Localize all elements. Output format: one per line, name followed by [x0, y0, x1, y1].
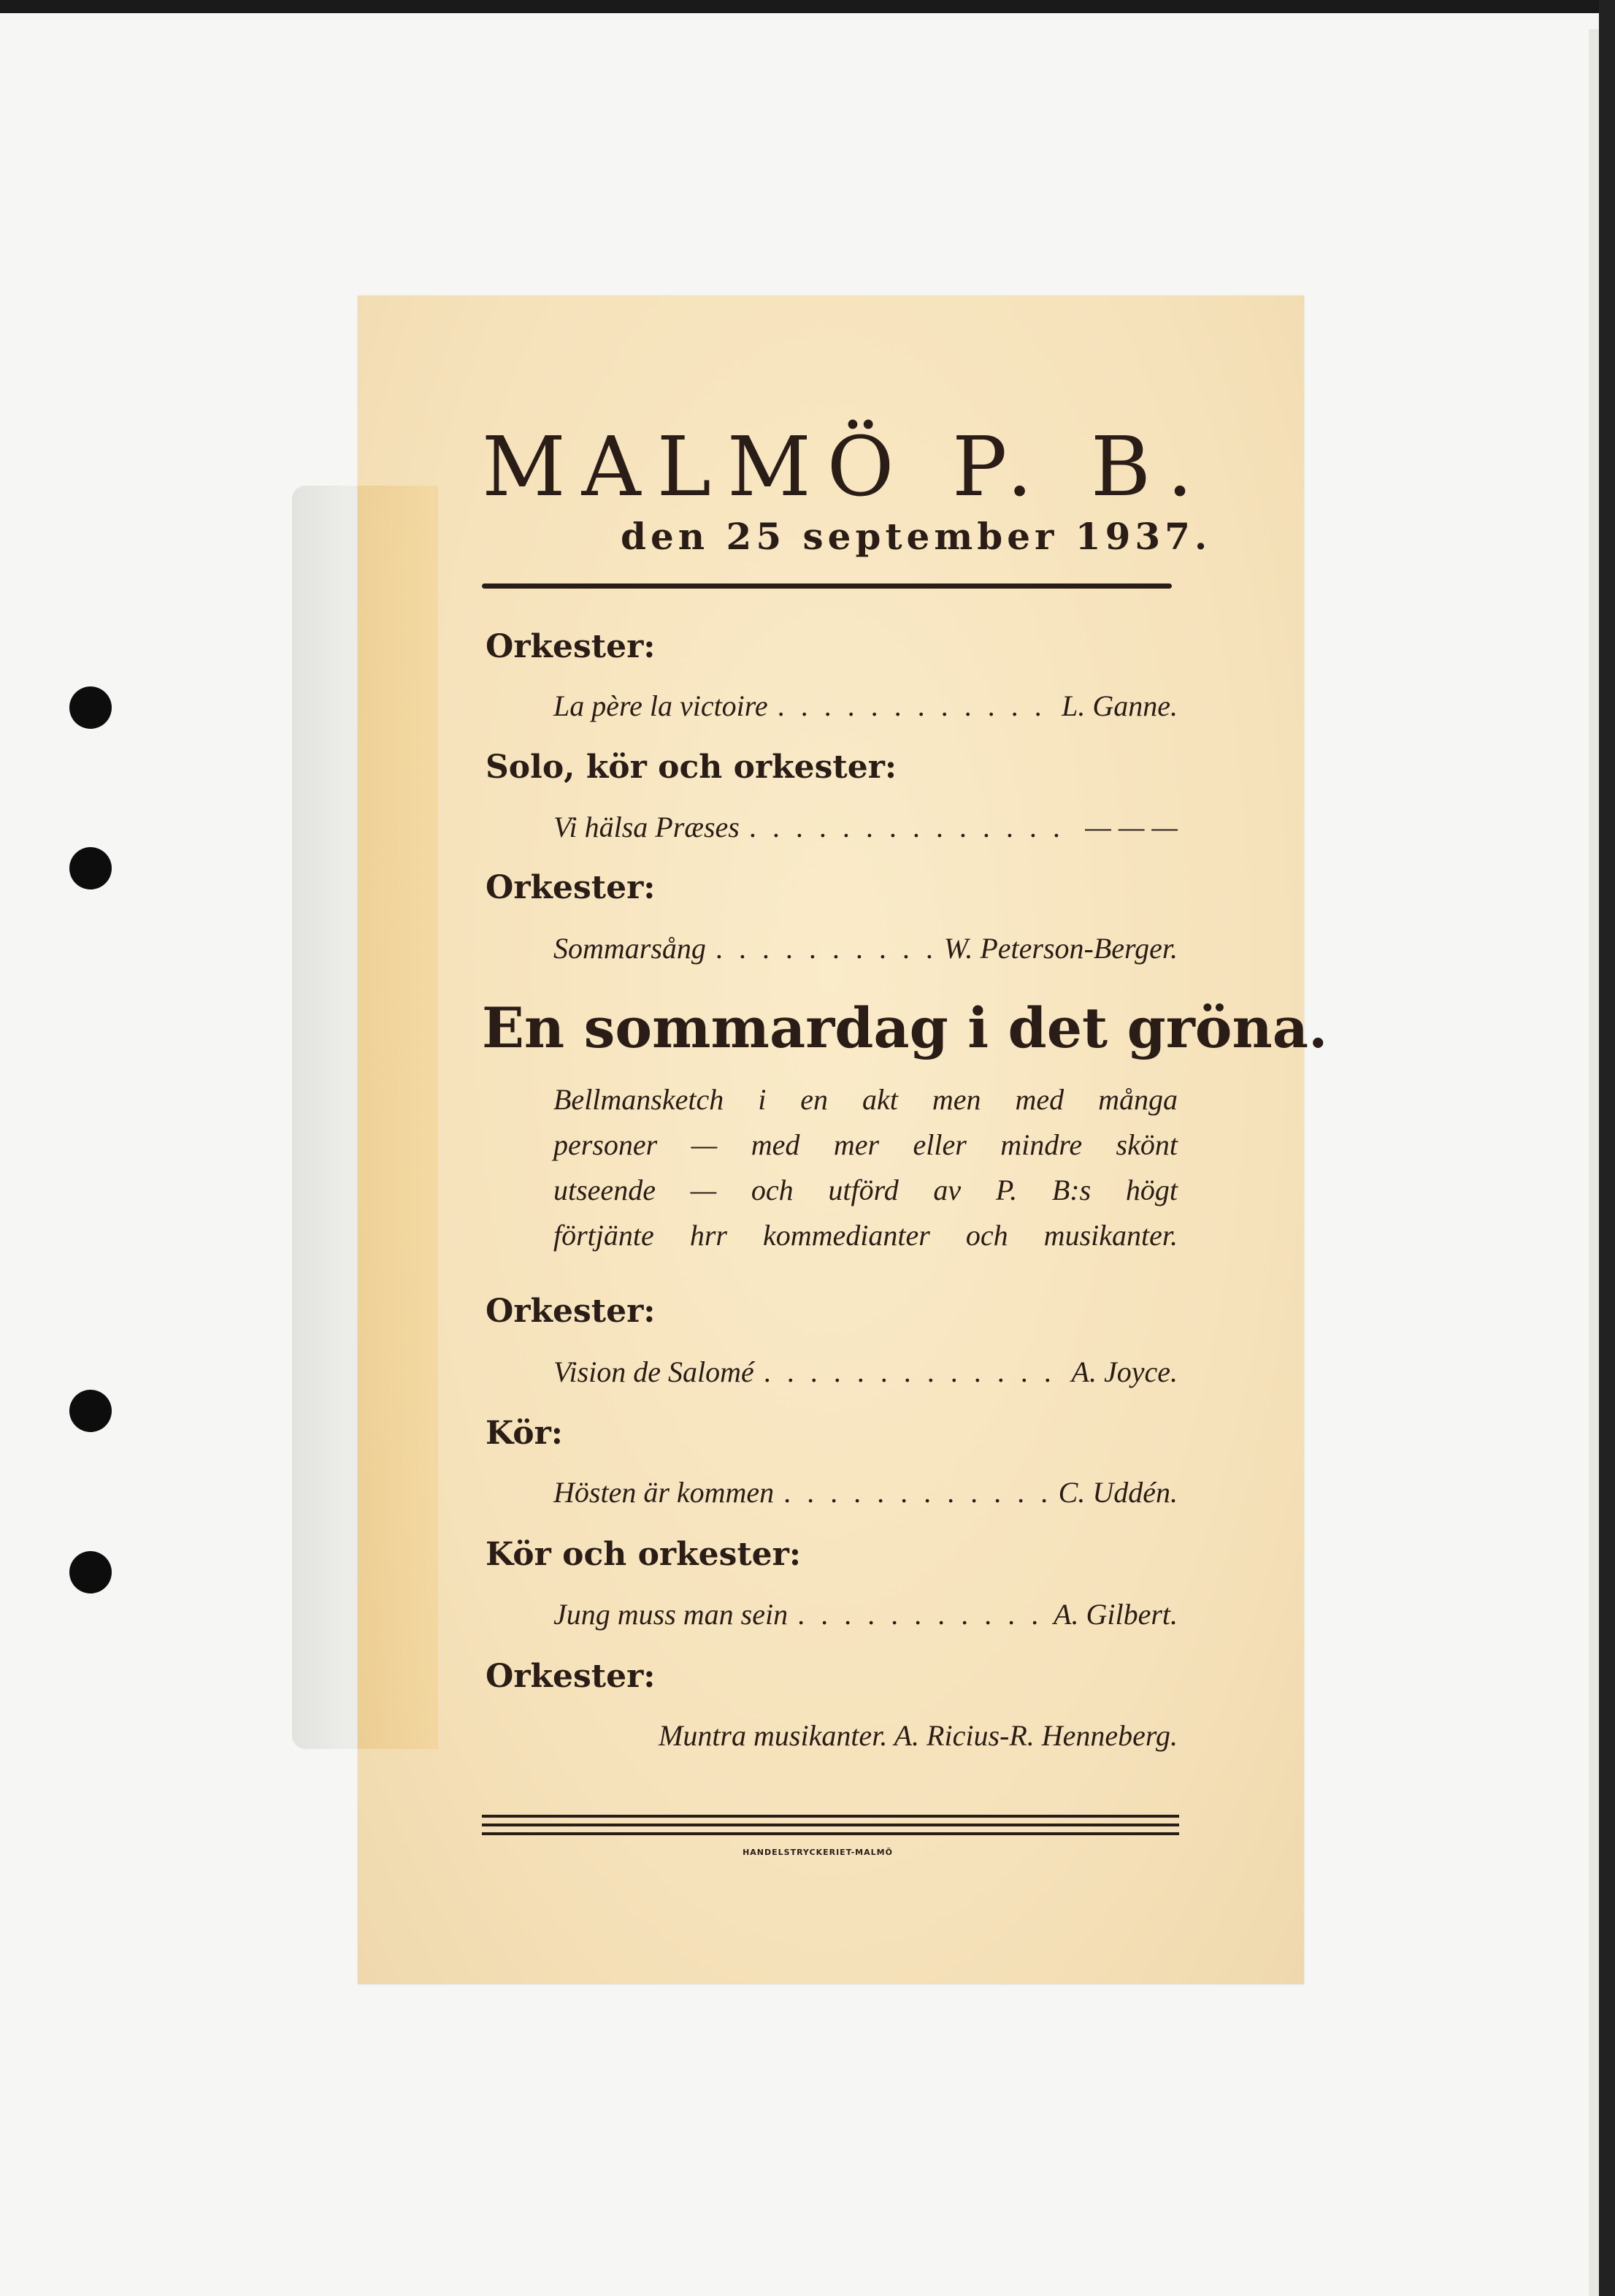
- dot-leader: [716, 931, 934, 965]
- description-line: Bellmansketch i en akt men med många: [553, 1083, 1178, 1116]
- scan-border-top: [0, 0, 1615, 13]
- dot-leader: [798, 1597, 1043, 1631]
- program-date: den 25 september 1937.: [621, 515, 1212, 558]
- feature-description: [553, 1077, 1178, 1258]
- program-entry: [553, 1475, 1178, 1509]
- description-line: utseende — och utförd av P. B:s högt: [553, 1174, 1178, 1206]
- work-title: Vi hälsa Præses: [553, 811, 740, 843]
- work-title: Jung muss man sein: [553, 1598, 789, 1631]
- composer: A. Gilbert.: [1054, 1598, 1178, 1631]
- dot-leader: [778, 689, 1051, 723]
- work-title: Hösten är kommen: [553, 1476, 775, 1509]
- composer: W. Peterson-Berger.: [943, 932, 1178, 965]
- composer: — — —: [1085, 811, 1178, 843]
- program-entry: [553, 689, 1178, 723]
- composer: L. Ganne.: [1062, 689, 1178, 722]
- scan-page-edge: [1589, 29, 1599, 2296]
- work-title: Sommarsång: [553, 932, 706, 965]
- composer: A. Joyce.: [1071, 1355, 1178, 1388]
- section-heading: Orkester:: [486, 869, 656, 906]
- dot-leader: [750, 810, 1075, 844]
- section-heading: Kör och orkester:: [486, 1536, 802, 1573]
- tape-stain: [358, 486, 438, 1749]
- finale-line: Muntra musikanter. A. Ricius-R. Henneberg.: [659, 1719, 1178, 1752]
- program-entry: [553, 1597, 1178, 1631]
- program-entry: [553, 810, 1178, 844]
- dot-leader: [764, 1355, 1062, 1389]
- punch-hole: [69, 1390, 112, 1432]
- work-title: La père la victoire: [553, 689, 768, 722]
- program-title: MALMÖ P. B.: [482, 420, 1209, 515]
- bottom-divider: [482, 1815, 1179, 1841]
- printer-imprint: HANDELSTRYCKERIET-MALMÖ: [743, 1848, 893, 1857]
- composer: C. Uddén.: [1058, 1476, 1178, 1509]
- section-heading: Orkester:: [486, 1293, 656, 1330]
- scan-border-right: [1599, 0, 1615, 2296]
- section-heading: Solo, kör och orkester:: [486, 749, 897, 786]
- punch-hole: [69, 847, 112, 889]
- description-line: personer — med mer eller mindre skönt: [553, 1128, 1178, 1161]
- section-heading: Orkester:: [486, 1658, 656, 1695]
- title-divider: [482, 583, 1172, 589]
- description-line: förtjänte hrr kommedianter och musikanter.: [553, 1219, 1178, 1252]
- section-heading: Kör:: [486, 1415, 564, 1452]
- program-entry: [553, 1355, 1178, 1389]
- program-entry: [553, 1718, 1178, 1753]
- punch-hole: [69, 686, 112, 729]
- section-heading: Orkester:: [486, 628, 656, 665]
- punch-hole: [69, 1551, 112, 1593]
- feature-heading: En sommardag i det gröna.: [482, 995, 1328, 1060]
- program-entry: [553, 931, 1178, 965]
- program-sheet: [358, 296, 1328, 1984]
- work-title: Vision de Salomé: [553, 1355, 754, 1388]
- dot-leader: [784, 1475, 1048, 1509]
